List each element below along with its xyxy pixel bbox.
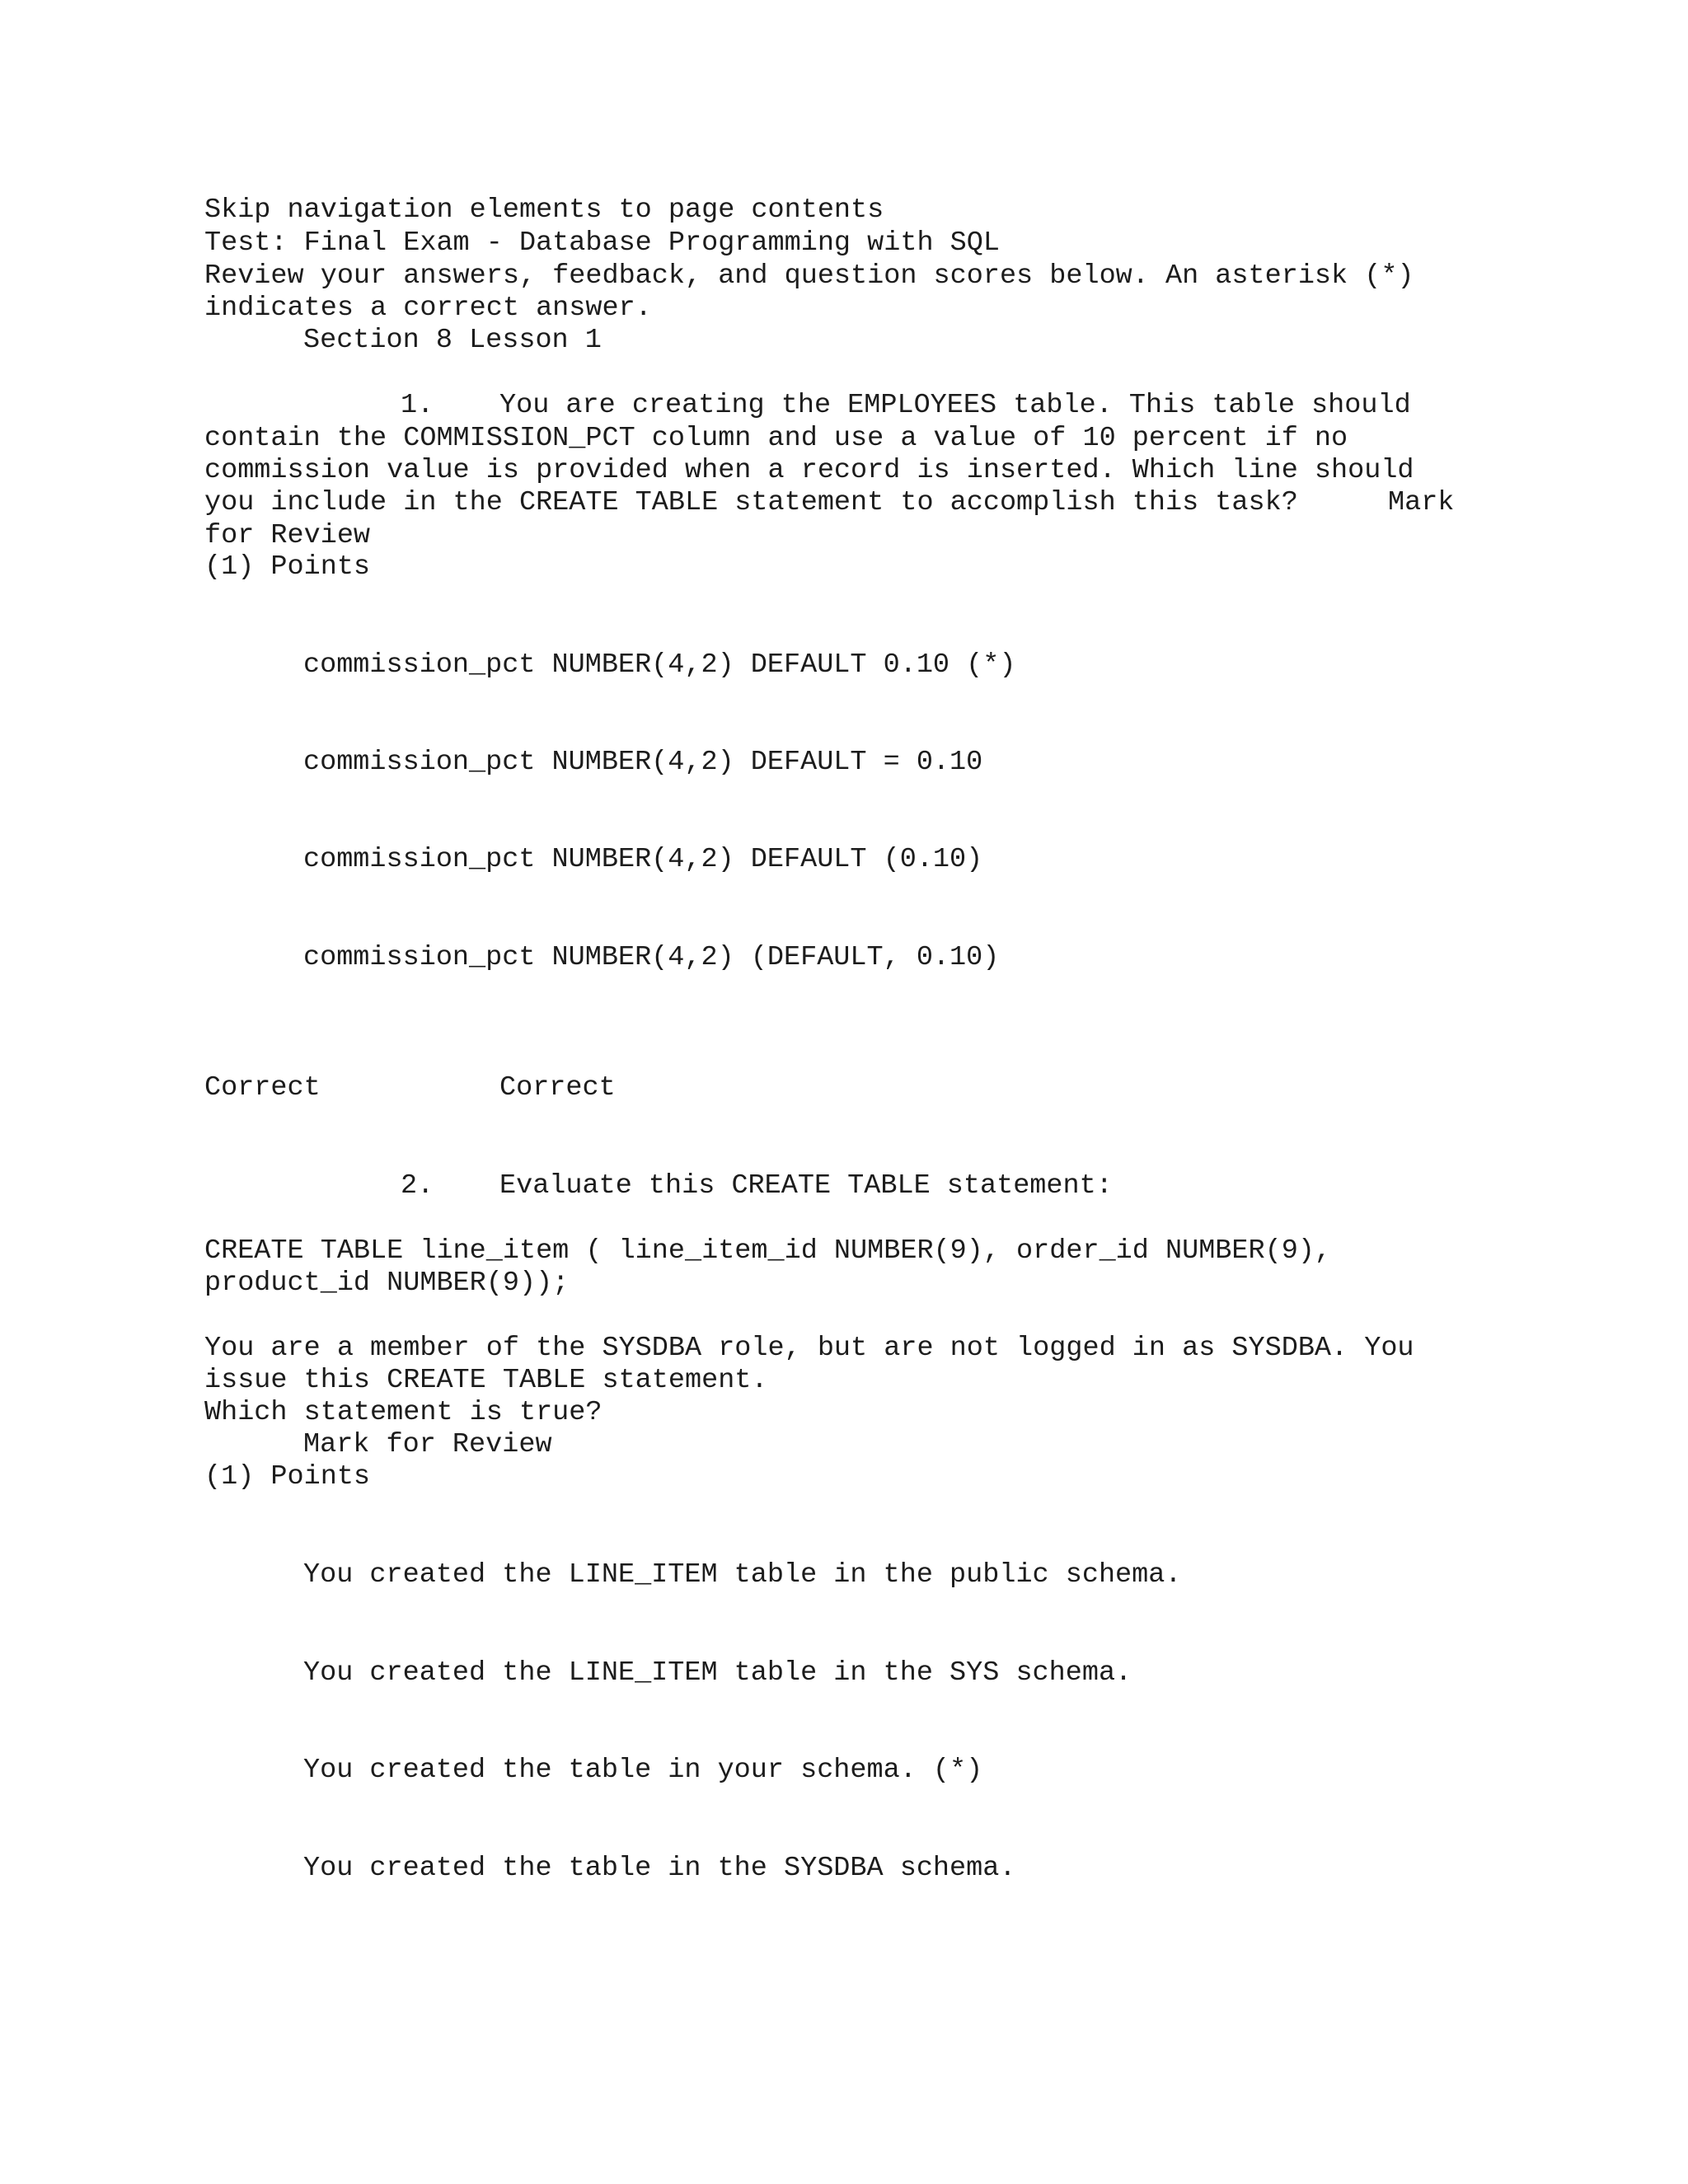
question-2-description-line-1: You are a member of the SYSDBA role, but are not logged in as SYSDBA. You xyxy=(204,1333,1414,1364)
question-2-code-line-2: product_id NUMBER(9)); xyxy=(204,1268,570,1299)
question-1-option-1[interactable]: commission_pct NUMBER(4,2) DEFAULT 0.10 (*) xyxy=(303,649,1016,681)
question-1-option-4[interactable]: commission_pct NUMBER(4,2) (DEFAULT, 0.10) xyxy=(303,942,1000,973)
question-2-text: Evaluate this CREATE TABLE statement: xyxy=(499,1170,1113,1202)
question-2-option-3[interactable]: You created the table in your schema. (*) xyxy=(303,1755,983,1786)
question-1-option-2[interactable]: commission_pct NUMBER(4,2) DEFAULT = 0.10 xyxy=(303,747,983,778)
question-1-number: 1. xyxy=(401,390,434,421)
question-1-result-value: Correct xyxy=(499,1072,616,1104)
question-1-result-label: Correct xyxy=(204,1072,321,1104)
question-1-text-line-2: contain the COMMISSION_PCT column and use a value of 10 percent if no xyxy=(204,423,1348,454)
test-title: Test: Final Exam - Database Programming with SQL xyxy=(204,227,1000,259)
review-instructions-line-2: indicates a correct answer. xyxy=(204,293,652,324)
question-1-mark-for-review-cont[interactable]: for Review xyxy=(204,520,371,551)
question-2-question: Which statement is true? xyxy=(204,1397,603,1428)
question-1-text-line-4: you include in the CREATE TABLE statement to accomplish this task? xyxy=(204,487,1298,518)
section-heading: Section 8 Lesson 1 xyxy=(303,325,602,356)
question-2-option-1[interactable]: You created the LINE_ITEM table in the public schema. xyxy=(303,1559,1182,1591)
question-1-mark-for-review[interactable]: Mark xyxy=(1388,487,1455,518)
question-2-option-2[interactable]: You created the LINE_ITEM table in the SYS schema. xyxy=(303,1657,1132,1689)
question-1-text-line-3: commission value is provided when a record is inserted. Which line should xyxy=(204,455,1414,486)
question-1-option-3[interactable]: commission_pct NUMBER(4,2) DEFAULT (0.10) xyxy=(303,844,983,875)
question-2-option-4[interactable]: You created the table in the SYSDBA schema. xyxy=(303,1853,1016,1884)
skip-navigation-link[interactable]: Skip navigation elements to page contents xyxy=(204,194,884,226)
question-2-number: 2. xyxy=(401,1170,434,1202)
question-2-description-line-2: issue this CREATE TABLE statement. xyxy=(204,1365,768,1396)
question-1-text-line-1: You are creating the EMPLOYEES table. This table should xyxy=(499,390,1411,421)
question-2-points: (1) Points xyxy=(204,1461,371,1493)
question-1-points: (1) Points xyxy=(204,551,371,583)
question-2-mark-for-review[interactable]: Mark for Review xyxy=(303,1429,552,1460)
question-2-code-line-1: CREATE TABLE line_item ( line_item_id NUMBER(9), order_id NUMBER(9), xyxy=(204,1235,1332,1267)
review-instructions-line-1: Review your answers, feedback, and question scores below. An asterisk (*) xyxy=(204,260,1414,292)
